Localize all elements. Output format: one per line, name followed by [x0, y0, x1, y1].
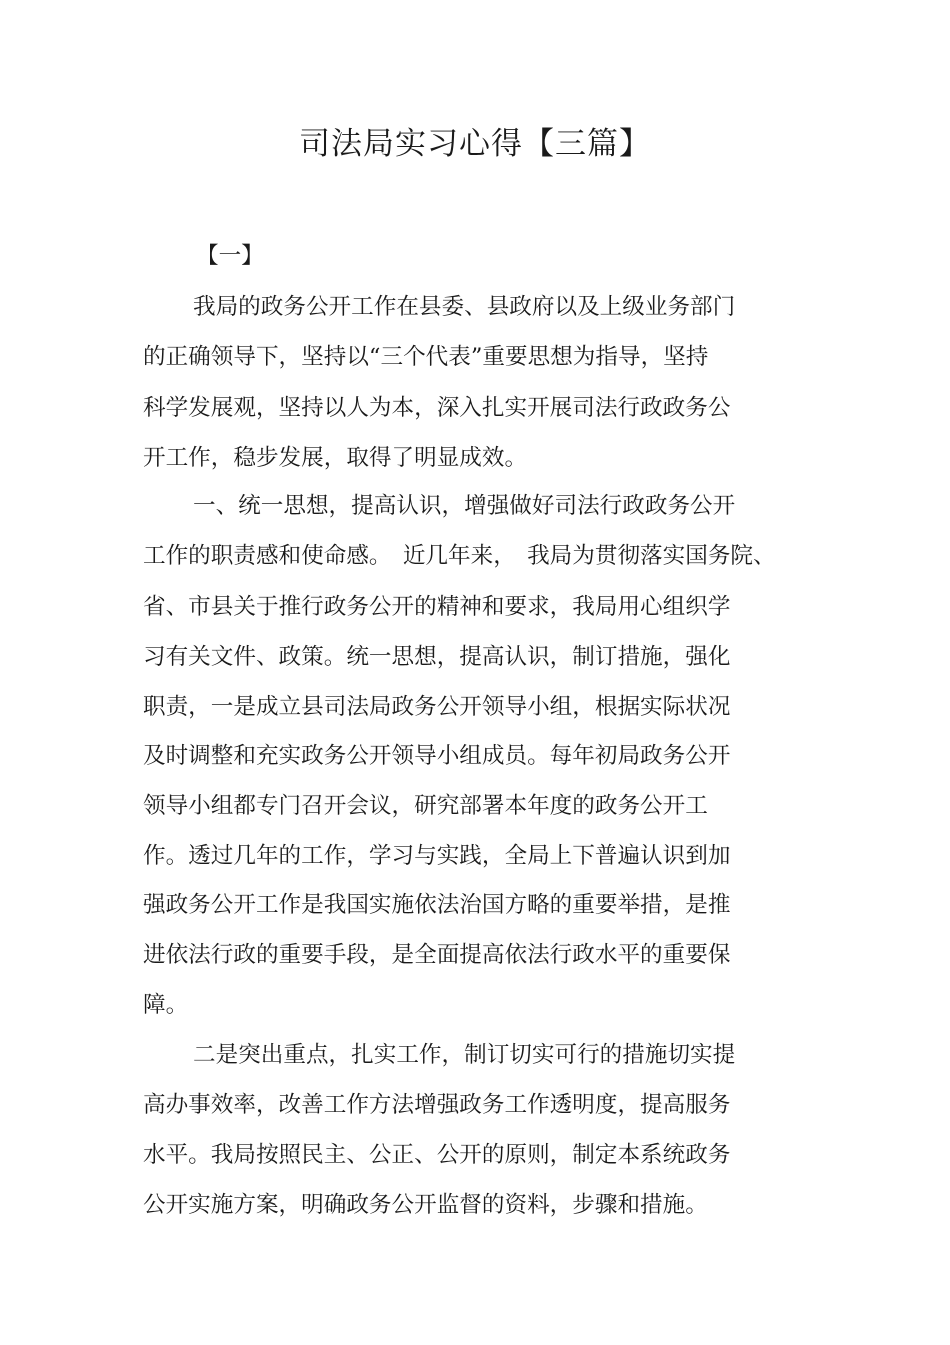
paragraph-line: 职责，一是成立县司法局政务公开领导小组，根据实际状况 — [143, 694, 731, 720]
paragraph-line: 省、市县关于推行政务公开的精神和要求，我局用心组织学 — [143, 594, 731, 620]
paragraph-line: 习有关文件、政策。统一思想，提高认识，制订措施，强化 — [143, 644, 731, 670]
paragraph-line: 一、统一思想，提高认识，增强做好司法行政政务公开 — [193, 493, 736, 519]
section-label: 【一】 — [196, 243, 264, 269]
paragraph-line: 二是突出重点，扎实工作，制订切实可行的措施切实提 — [193, 1042, 736, 1068]
paragraph-line: 障。 — [143, 992, 189, 1018]
paragraph-line: 工作的职责感和使命感。 近几年来， 我局为贯彻落实国务院、 — [143, 543, 776, 569]
paragraph-line: 高办事效率，改善工作方法增强政务工作透明度，提高服务 — [143, 1092, 731, 1118]
paragraph-line: 水平。我局按照民主、公正、公开的原则，制定本系统政务 — [143, 1142, 731, 1168]
paragraph-line: 领导小组都专门召开会议，研究部署本年度的政务公开工 — [143, 793, 708, 819]
document-title: 司法局实习心得【三篇】 — [299, 126, 651, 162]
paragraph-line: 及时调整和充实政务公开领导小组成员。每年初局政务公开 — [143, 743, 731, 769]
paragraph-line: 进依法行政的重要手段，是全面提高依法行政水平的重要保 — [143, 942, 731, 968]
paragraph-line: 开工作，稳步发展，取得了明显成效。 — [143, 445, 528, 471]
paragraph-line: 我局的政务公开工作在县委、县政府以及上级业务部门 — [193, 294, 736, 320]
paragraph-line: 的正确领导下，坚持以“三个代表”重要思想为指导，坚持 — [143, 344, 709, 370]
paragraph-line: 公开实施方案，明确政务公开监督的资料，步骤和措施。 — [143, 1192, 708, 1218]
paragraph-line: 强政务公开工作是我国实施依法治国方略的重要举措，是推 — [143, 892, 731, 918]
paragraph-line: 科学发展观，坚持以人为本，深入扎实开展司法行政政务公 — [143, 395, 731, 421]
paragraph-line: 作。透过几年的工作，学习与实践，全局上下普遍认识到加 — [143, 843, 731, 869]
